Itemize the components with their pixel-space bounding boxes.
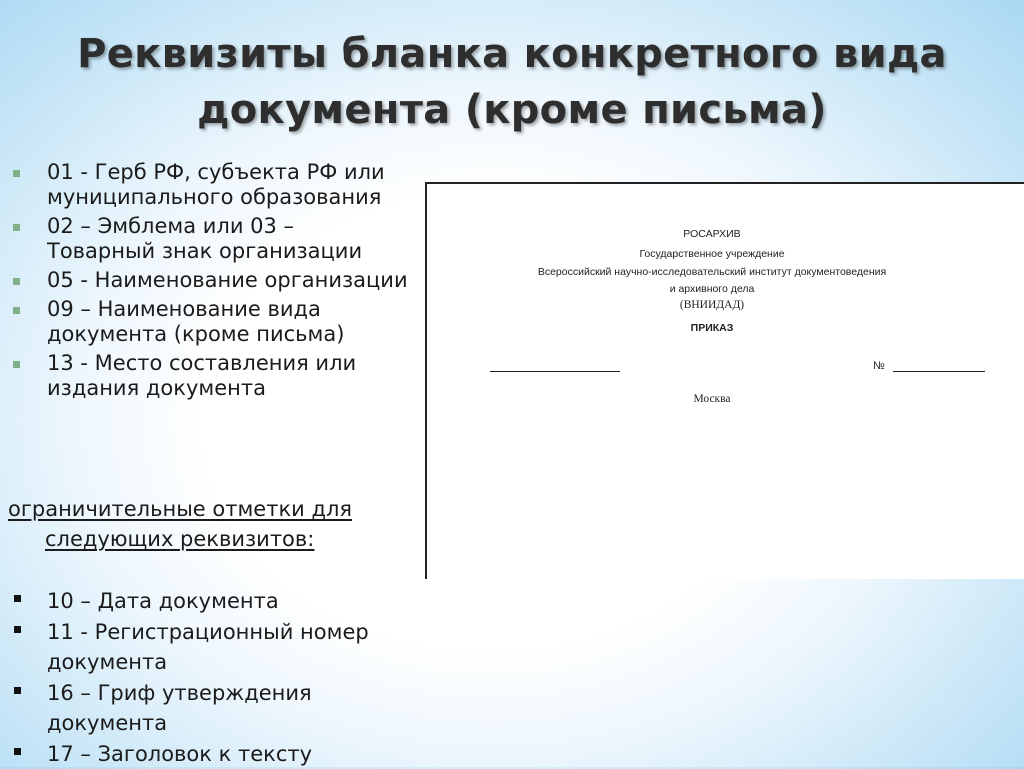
number-sign: № bbox=[873, 360, 885, 372]
square-bullet-icon bbox=[14, 626, 21, 633]
list-item bbox=[8, 586, 408, 617]
list-item bbox=[8, 160, 408, 210]
list-item-text: 13 - Место составления или издания документа bbox=[47, 351, 356, 400]
list-item-text: 10 – Дата документа bbox=[47, 589, 279, 613]
list-item-text: 11 - Регистрационный номер документа bbox=[47, 620, 369, 675]
agency-name: РОСАРХИВ bbox=[427, 228, 997, 240]
square-bullet-icon bbox=[13, 307, 20, 314]
place-of-issue: Москва bbox=[427, 393, 997, 405]
list-item bbox=[8, 214, 408, 264]
square-bullet-icon bbox=[13, 170, 20, 177]
square-bullet-icon bbox=[14, 687, 21, 694]
list-item-text: 05 - Наименование организации bbox=[47, 268, 408, 292]
list-item-text: 16 – Гриф утверждения документа bbox=[47, 681, 312, 736]
institute-name-line2: и архивного дела bbox=[427, 283, 997, 295]
square-bullet-icon bbox=[14, 595, 21, 602]
slide-title bbox=[0, 26, 1024, 138]
list-item-text: 09 – Наименование вида документа (кроме письма) bbox=[47, 297, 344, 346]
restriction-note-line1: ограничительные отметки для bbox=[8, 497, 352, 521]
square-bullet-icon bbox=[14, 748, 21, 755]
square-bullet-icon bbox=[13, 278, 20, 285]
list-item bbox=[8, 351, 408, 401]
institution-type: Государственное учреждение bbox=[427, 248, 997, 260]
restricted-requisites-list bbox=[8, 586, 408, 769]
list-item bbox=[8, 268, 408, 293]
date-field-line bbox=[490, 371, 620, 372]
list-item-text: 02 – Эмблема или 03 – Товарный знак организации bbox=[47, 214, 362, 263]
restriction-note-line2-text: следующих реквизитов: bbox=[45, 527, 314, 551]
order-form-sample bbox=[425, 182, 1024, 579]
requisites-list bbox=[8, 160, 408, 405]
square-bullet-icon bbox=[13, 361, 20, 368]
list-item bbox=[8, 297, 408, 347]
restriction-note-line2 bbox=[8, 524, 408, 554]
list-item-text: 17 – Заголовок к тексту bbox=[47, 742, 312, 766]
institute-abbreviation: (ВНИИДАД) bbox=[427, 299, 997, 311]
institute-name-line1: Всероссийский научно-исследовательский институт документоведения bbox=[427, 266, 997, 278]
restriction-note bbox=[8, 494, 408, 554]
slide-title-line2: документа (кроме письма) bbox=[0, 82, 1024, 138]
list-item-text: 01 - Герб РФ, субъекта РФ или муниципального образования bbox=[47, 160, 385, 209]
document-type: ПРИКАЗ bbox=[427, 322, 997, 334]
slide-title-line1: Реквизиты бланка конкретного вида bbox=[0, 26, 1024, 82]
square-bullet-icon bbox=[13, 224, 20, 231]
number-field-line bbox=[893, 371, 985, 372]
list-item bbox=[8, 739, 408, 769]
list-item bbox=[8, 678, 408, 739]
list-item bbox=[8, 617, 408, 678]
